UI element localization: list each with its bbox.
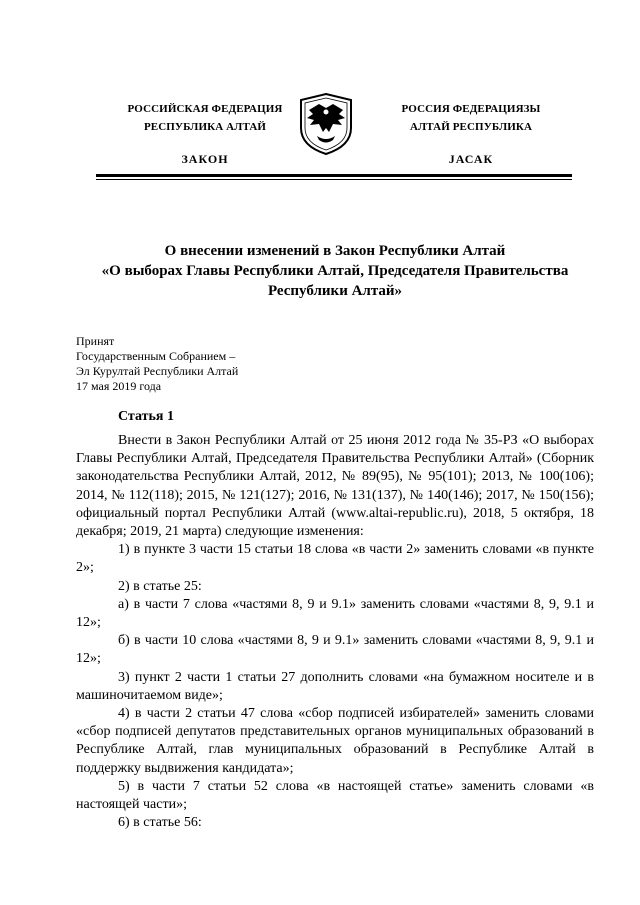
article-paragraph: 3) пункт 2 части 1 статьи 27 дополнить словами «на бумажном носителе и в машиночитаемом виде»; <box>76 669 594 703</box>
article-paragraph: б) в части 10 слова «частями 8, 9 и 9.1» заменить словами «частями 8, 9, 9.1 и 12»; <box>76 633 594 667</box>
document-title <box>70 241 600 301</box>
header-russian <box>110 100 300 168</box>
header-altai <box>376 100 566 168</box>
article-paragraph: а) в части 7 слова «частями 8, 9 и 9.1» заменить словами «частями 8, 9, 9.1 и 12»; <box>76 596 594 631</box>
article-paragraph: 2) в статье 25: <box>118 578 202 594</box>
adoption-block <box>76 334 376 394</box>
header-divider-thin <box>96 179 572 180</box>
title-line: Республики Алтай» <box>267 283 403 299</box>
article-paragraph: 5) в части 7 статьи 52 слова «в настоящей статье» заменить словами «в настоящей части»; <box>76 778 594 813</box>
article-paragraph: 6) в статье 56: <box>118 815 202 831</box>
coat-of-arms-emblem <box>297 92 355 156</box>
article-body <box>76 432 594 832</box>
adoption-line: Эл Курултай Республики Алтай <box>76 364 239 378</box>
adoption-date: 17 мая 2019 года <box>76 379 162 393</box>
article-paragraph: Внести в Закон Республики Алтай от 25 июня 2012 года № 35-РЗ «О выборах Главы Республики Алтай, Председателя Правительства Республики Алтай» (Сборник законодательства Республики Алтай, 2012, № 89(95), № 95(101); 2013, № 100(106); 2014, № 112(118); 2015, № 121(127); 2016, № 131(137), № 140(146); 2017, № 150(156); официальный портал Республики Алтай (www.altai-republic.ru), 2018, 5 октября, 18 декабря; 2019, 21 марта) следующие изменения: <box>76 433 594 540</box>
article-paragraph: 1) в пункте 3 части 15 статьи 18 слова «в части 2» заменить словами «в пункте 2»; <box>76 542 594 576</box>
article-heading: Статья 1 <box>118 409 174 424</box>
title-line: О внесении изменений в Закон Республики Алтай <box>164 243 506 259</box>
header-right-line1: РОССИЯ ФЕДЕРАЦИЯЗЫ <box>401 103 541 115</box>
article-paragraph: 4) в части 2 статьи 47 слова «сбор подписей избирателей» заменить словами «сбор подписей депутатов представительных органов муниципальных образований в Республике Алтай, глав муниципальных образований в Республике Алтай в поддержку выдвижения кандидата»; <box>76 706 594 776</box>
title-line: «О выборах Главы Республики Алтай, Председателя Правительства <box>101 263 569 279</box>
header-left-line2: РЕСПУБЛИКА АЛТАЙ <box>143 121 267 133</box>
header-divider-thick <box>96 174 572 177</box>
header-left-line1: РОССИЙСКАЯ ФЕДЕРАЦИЯ <box>127 103 283 115</box>
header-left-law: ЗАКОН <box>181 152 229 166</box>
header-right-line2: АЛТАЙ РЕСПУБЛИКА <box>409 121 533 133</box>
header-right-law: JАСАК <box>448 152 494 166</box>
adoption-line: Государственным Собранием – <box>76 349 236 363</box>
adoption-line: Принят <box>76 334 115 348</box>
